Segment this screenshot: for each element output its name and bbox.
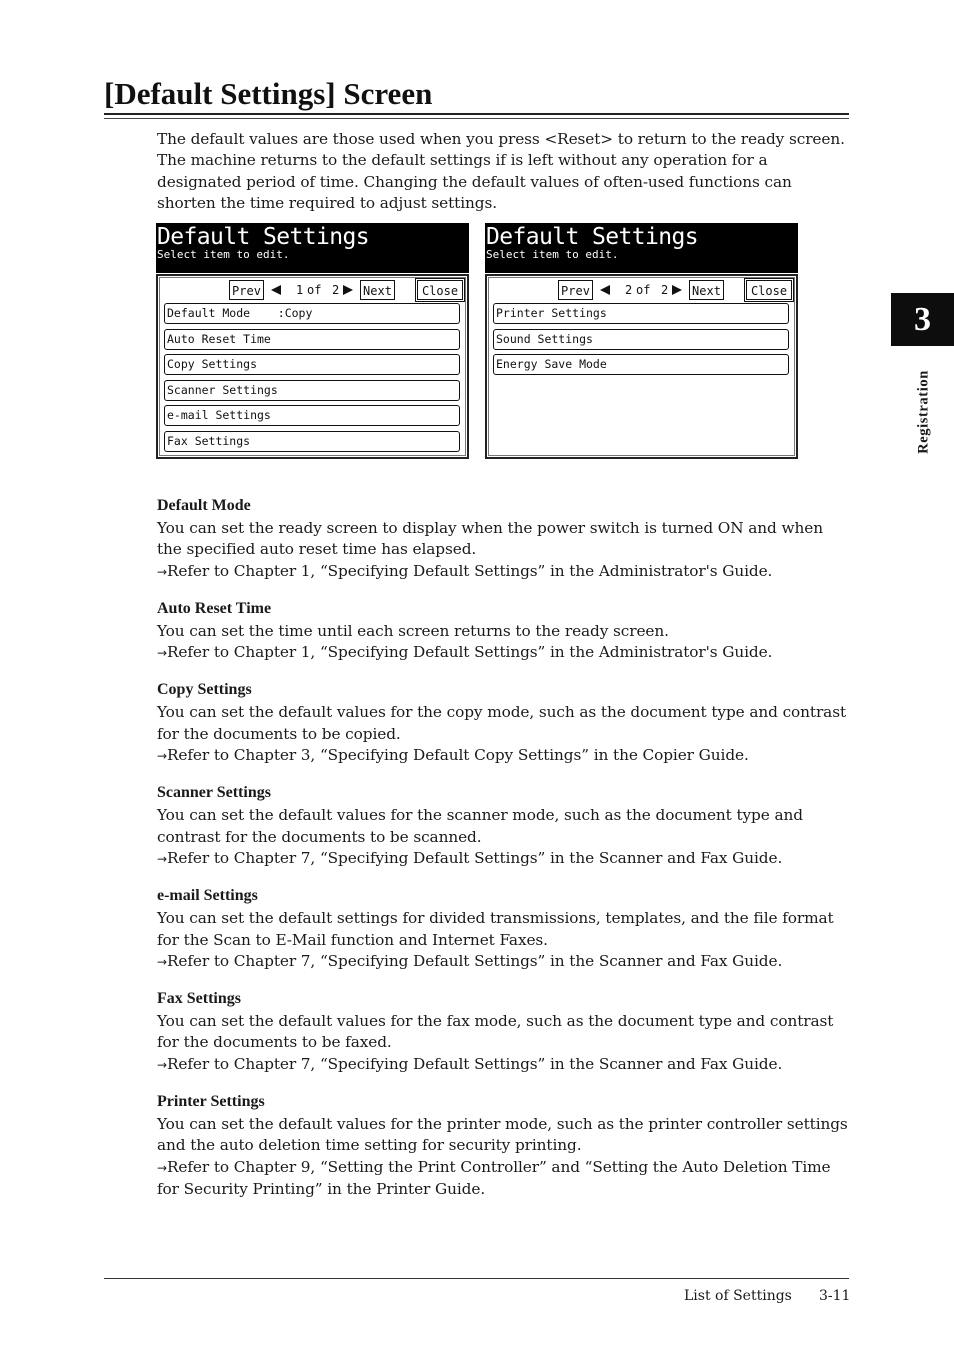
lcd-screen-page-2 <box>485 223 798 459</box>
right-arrow-icon: → <box>157 749 167 764</box>
close-button[interactable]: Close <box>417 280 463 300</box>
lcd-title: Default Settings <box>157 224 369 250</box>
next-button[interactable]: Next <box>689 280 724 300</box>
reference-text: Refer to Chapter 3, “Specifying Default Copy Settings” in the Copier Guide. <box>166 746 749 765</box>
section-reference <box>157 642 852 664</box>
footer-section-name: List of Settings <box>684 1288 792 1304</box>
section-heading: Printer Settings <box>157 1093 265 1111</box>
section-body: You can set the default values for the copy mode, such as the document type and contrast for the documents to be copied. <box>157 703 846 743</box>
right-arrow-icon: → <box>157 646 167 661</box>
section-email-settings <box>157 884 852 973</box>
section-body: You can set the time until each screen returns to the ready screen. <box>157 621 669 640</box>
right-arrow-icon: → <box>157 1160 167 1175</box>
section-body: You can set the default values for the fax mode, such as the document type and contrast for the documents to be faxed. <box>157 1012 834 1052</box>
lcd-title: Default Settings <box>486 224 698 250</box>
page-of-label: of <box>307 283 322 297</box>
section-heading: e-mail Settings <box>157 887 258 905</box>
lcd-body <box>485 274 798 459</box>
section-reference <box>157 561 852 583</box>
chapter-tab: 3 <box>891 293 954 346</box>
menu-item-copy-settings[interactable]: Copy Settings <box>164 354 460 375</box>
section-fax-settings <box>157 987 852 1076</box>
triangle-right-icon[interactable] <box>343 285 353 295</box>
page-current: 2 <box>625 283 633 297</box>
title-rule <box>104 113 849 115</box>
menu-item-scanner-settings[interactable]: Scanner Settings <box>164 380 460 401</box>
section-reference <box>157 1157 852 1201</box>
section-heading: Scanner Settings <box>157 784 271 802</box>
prev-button[interactable]: Prev <box>558 280 593 300</box>
triangle-left-icon[interactable] <box>271 285 281 295</box>
triangle-left-icon[interactable] <box>600 285 610 295</box>
reference-text: Refer to Chapter 7, “Specifying Default Settings” in the Scanner and Fax Guide. <box>166 951 783 970</box>
reference-text: Refer to Chapter 7, “Specifying Default Settings” in the Scanner and Fax Guide. <box>166 848 783 867</box>
page-of-label: of <box>636 283 651 297</box>
section-reference <box>157 848 852 870</box>
right-arrow-icon: → <box>157 564 167 579</box>
section-heading: Fax Settings <box>157 990 241 1008</box>
next-button[interactable]: Next <box>360 280 395 300</box>
page-total: 2 <box>661 283 669 297</box>
section-heading: Copy Settings <box>157 681 252 699</box>
right-arrow-icon: → <box>157 851 167 866</box>
lcd-subtitle: Select item to edit. <box>486 248 619 261</box>
triangle-right-icon[interactable] <box>672 285 682 295</box>
section-reference <box>157 951 852 973</box>
page-title: [Default Settings] Screen <box>104 76 433 111</box>
prev-button[interactable]: Prev <box>229 280 264 300</box>
lcd-subtitle: Select item to edit. <box>157 248 290 261</box>
close-button[interactable]: Close <box>746 280 792 300</box>
title-rule-thin <box>104 118 849 119</box>
menu-item-default-mode[interactable]: Default Mode :Copy <box>164 303 460 324</box>
reference-text: Refer to Chapter 7, “Specifying Default Settings” in the Scanner and Fax Guide. <box>166 1054 783 1073</box>
menu-item-energy-save-mode[interactable]: Energy Save Mode <box>493 354 789 375</box>
section-default-mode <box>157 494 852 583</box>
section-scanner-settings <box>157 781 852 870</box>
menu-item-email-settings[interactable]: e-mail Settings <box>164 405 460 426</box>
intro-paragraph: The default values are those used when you press <Reset> to return to the ready screen. The machine returns to the default settings if is left without any operation for a designated period of time. Changing the default values of often-used functions can shorten the time required to adjust settings. <box>157 130 845 212</box>
section-body: You can set the default values for the scanner mode, such as the document type and contrast for the documents to be scanned. <box>157 806 803 846</box>
menu-item-auto-reset-time[interactable]: Auto Reset Time <box>164 329 460 350</box>
page-total: 2 <box>332 283 340 297</box>
lcd-body <box>156 274 469 459</box>
menu-item-printer-settings[interactable]: Printer Settings <box>493 303 789 324</box>
settings-descriptions <box>157 494 852 1214</box>
section-body: You can set the ready screen to display when the power switch is turned ON and when the specified auto reset time has elapsed. <box>157 519 823 559</box>
right-arrow-icon: → <box>157 1057 167 1072</box>
section-heading: Default Mode <box>157 497 251 514</box>
page-current: 1 <box>296 283 304 297</box>
right-arrow-icon: → <box>157 954 167 969</box>
section-copy-settings <box>157 678 852 767</box>
section-heading: Auto Reset Time <box>157 599 272 617</box>
reference-text: Refer to Chapter 9, “Setting the Print Controller” and “Setting the Auto Deletion Time for Security Printing” in the Printer Guide. <box>157 1157 831 1198</box>
footer-page-number: 3-11 <box>819 1288 851 1304</box>
lcd-header <box>156 223 469 273</box>
chapter-label: Registration <box>915 370 932 454</box>
section-auto-reset-time <box>157 597 852 665</box>
menu-item-sound-settings[interactable]: Sound Settings <box>493 329 789 350</box>
section-printer-settings <box>157 1090 852 1200</box>
section-body: You can set the default values for the printer mode, such as the printer controller settings and the auto deletion time setting for security printing. <box>157 1115 848 1155</box>
lcd-header <box>485 223 798 273</box>
footer-rule <box>104 1278 849 1279</box>
menu-item-fax-settings[interactable]: Fax Settings <box>164 431 460 452</box>
section-reference <box>157 1054 852 1076</box>
reference-text: Refer to Chapter 1, “Specifying Default Settings” in the Administrator's Guide. <box>166 561 773 580</box>
section-reference <box>157 745 852 767</box>
lcd-screen-page-1 <box>156 223 469 459</box>
section-body: You can set the default settings for divided transmissions, templates, and the file format for the Scan to E-Mail function and Internet Faxes. <box>157 909 834 949</box>
reference-text: Refer to Chapter 1, “Specifying Default Settings” in the Administrator's Guide. <box>166 643 773 662</box>
